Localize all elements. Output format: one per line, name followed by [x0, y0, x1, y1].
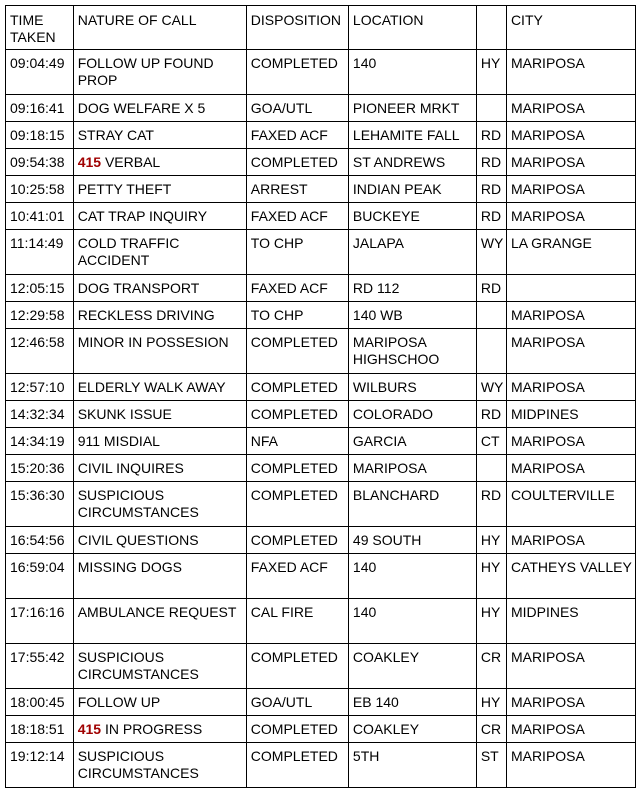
nature-text: IN PROGRESS [101, 721, 203, 737]
nature-text: PETTY THEFT [77, 181, 172, 197]
location-cell: ST ANDREWS [348, 149, 476, 176]
city-cell: CATHEYS VALLEY [506, 554, 635, 599]
city-cell: MARIPOSA [506, 122, 635, 149]
city-cell: MARIPOSA [506, 302, 635, 329]
table-row [6, 203, 636, 230]
nature-text: 911 MISDIAL [77, 433, 160, 449]
disposition-cell: TO CHP [246, 230, 348, 275]
time-cell: 14:34:19 [6, 428, 74, 455]
city-cell: MARIPOSA [506, 455, 635, 482]
suffix-cell [476, 302, 506, 329]
nature-cell [73, 50, 246, 95]
suffix-cell: HY [476, 527, 506, 554]
time-cell: 10:25:58 [6, 176, 74, 203]
table-row [6, 527, 636, 554]
time-cell: 17:55:42 [6, 644, 74, 689]
table-row [6, 50, 636, 95]
time-cell: 10:41:01 [6, 203, 74, 230]
suffix-cell: HY [476, 599, 506, 644]
nature-text: CIVIL INQUIRES [77, 460, 184, 476]
nature-text: ELDERLY WALK AWAY [77, 379, 226, 395]
time-cell: 09:18:15 [6, 122, 74, 149]
city-cell: MARIPOSA [506, 95, 635, 122]
location-cell: 140 [348, 599, 476, 644]
nature-cell [73, 401, 246, 428]
nature-cell [73, 716, 246, 743]
nature-text: FOLLOW UP FOUND PROP [77, 55, 218, 88]
table-row [6, 482, 636, 527]
location-cell: 5TH [348, 743, 476, 788]
time-cell: 18:00:45 [6, 689, 74, 716]
suffix-cell: CR [476, 716, 506, 743]
header-city: CITY [506, 6, 635, 50]
disposition-cell: GOA/UTL [246, 95, 348, 122]
suffix-cell: RD [476, 401, 506, 428]
nature-cell [73, 455, 246, 482]
suffix-cell: RD [476, 176, 506, 203]
nature-text: DOG TRANSPORT [77, 280, 200, 296]
suffix-cell: HY [476, 554, 506, 599]
nature-cell [73, 203, 246, 230]
location-cell: BUCKEYE [348, 203, 476, 230]
suffix-cell: WY [476, 230, 506, 275]
disposition-cell: COMPLETED [246, 527, 348, 554]
nature-cell [73, 122, 246, 149]
nature-cell [73, 275, 246, 302]
table-row [6, 176, 636, 203]
disposition-cell: COMPLETED [246, 743, 348, 788]
suffix-cell: HY [476, 50, 506, 95]
disposition-cell: FAXED ACF [246, 275, 348, 302]
location-cell: EB 140 [348, 689, 476, 716]
table-row [6, 401, 636, 428]
suffix-cell [476, 329, 506, 374]
nature-cell [73, 689, 246, 716]
suffix-cell [476, 455, 506, 482]
location-cell: RD 112 [348, 275, 476, 302]
nature-cell [73, 482, 246, 527]
header-nature-of-call: NATURE OF CALL [73, 6, 246, 50]
disposition-cell: COMPLETED [246, 455, 348, 482]
nature-text: SKUNK ISSUE [77, 406, 172, 422]
table-row [6, 230, 636, 275]
table-row [6, 275, 636, 302]
location-cell: LEHAMITE FALL [348, 122, 476, 149]
suffix-cell: RD [476, 275, 506, 302]
disposition-cell: NFA [246, 428, 348, 455]
location-cell: 140 [348, 554, 476, 599]
nature-text: COLD TRAFFIC ACCIDENT [77, 235, 183, 268]
disposition-cell: COMPLETED [246, 716, 348, 743]
time-cell: 17:16:16 [6, 599, 74, 644]
time-cell: 12:46:58 [6, 329, 74, 374]
disposition-cell: COMPLETED [246, 401, 348, 428]
nature-cell [73, 302, 246, 329]
nature-text: VERBAL [101, 154, 161, 170]
disposition-cell: ARREST [246, 176, 348, 203]
suffix-cell: HY [476, 689, 506, 716]
call-code: 415 [77, 154, 102, 170]
suffix-cell: RD [476, 203, 506, 230]
city-cell: MARIPOSA [506, 689, 635, 716]
nature-text: SUSPICIOUS CIRCUMSTANCES [77, 487, 199, 520]
nature-text: AMBULANCE REQUEST [77, 604, 237, 620]
nature-text: SUSPICIOUS CIRCUMSTANCES [77, 649, 199, 682]
header-row [6, 6, 636, 50]
header-suffix [476, 6, 506, 50]
table-row [6, 599, 636, 644]
location-cell: COLORADO [348, 401, 476, 428]
suffix-cell: ST [476, 743, 506, 788]
time-cell: 16:59:04 [6, 554, 74, 599]
nature-text: CAT TRAP INQUIRY [77, 208, 208, 224]
nature-cell [73, 95, 246, 122]
location-cell: 49 SOUTH [348, 527, 476, 554]
table-row [6, 95, 636, 122]
location-cell: JALAPA [348, 230, 476, 275]
nature-text: RECKLESS DRIVING [77, 307, 215, 323]
city-cell: MARIPOSA [506, 428, 635, 455]
table-row [6, 302, 636, 329]
city-cell [506, 275, 635, 302]
disposition-cell: COMPLETED [246, 50, 348, 95]
city-cell: MIDPINES [506, 401, 635, 428]
location-cell: MARIPOSA [348, 455, 476, 482]
table-row [6, 716, 636, 743]
nature-cell [73, 599, 246, 644]
table-row [6, 689, 636, 716]
nature-cell [73, 554, 246, 599]
location-cell: PIONEER MRKT [348, 95, 476, 122]
disposition-cell: COMPLETED [246, 149, 348, 176]
nature-text: CIVIL QUESTIONS [77, 532, 199, 548]
nature-cell [73, 230, 246, 275]
city-cell: MARIPOSA [506, 329, 635, 374]
nature-text: SUSPICIOUS CIRCUMSTANCES [77, 748, 199, 781]
table-row [6, 455, 636, 482]
nature-text: DOG WELFARE X 5 [77, 100, 206, 116]
disposition-cell: CAL FIRE [246, 599, 348, 644]
disposition-cell: FAXED ACF [246, 122, 348, 149]
time-cell: 15:36:30 [6, 482, 74, 527]
call-log-body [6, 50, 636, 788]
nature-cell [73, 374, 246, 401]
city-cell: MARIPOSA [506, 203, 635, 230]
time-cell: 18:18:51 [6, 716, 74, 743]
nature-text: STRAY CAT [77, 127, 154, 143]
time-cell: 12:57:10 [6, 374, 74, 401]
header-disposition: DISPOSITION [246, 6, 348, 50]
location-cell: GARCIA [348, 428, 476, 455]
city-cell: MIDPINES [506, 599, 635, 644]
header-time-taken: TIME TAKEN [6, 6, 74, 50]
city-cell: MARIPOSA [506, 149, 635, 176]
table-row [6, 122, 636, 149]
table-row [6, 554, 636, 599]
nature-cell [73, 428, 246, 455]
time-cell: 14:32:34 [6, 401, 74, 428]
time-cell: 09:54:38 [6, 149, 74, 176]
city-cell: COULTERVILLE [506, 482, 635, 527]
city-cell: MARIPOSA [506, 527, 635, 554]
suffix-cell: CT [476, 428, 506, 455]
table-row [6, 329, 636, 374]
city-cell: MARIPOSA [506, 743, 635, 788]
nature-text: MINOR IN POSSESION [77, 334, 229, 350]
nature-cell [73, 149, 246, 176]
suffix-cell: CR [476, 644, 506, 689]
time-cell: 09:16:41 [6, 95, 74, 122]
city-cell: MARIPOSA [506, 374, 635, 401]
time-cell: 09:04:49 [6, 50, 74, 95]
disposition-cell: COMPLETED [246, 374, 348, 401]
suffix-cell: RD [476, 482, 506, 527]
city-cell: MARIPOSA [506, 176, 635, 203]
nature-cell [73, 176, 246, 203]
city-cell: MARIPOSA [506, 644, 635, 689]
location-cell: BLANCHARD [348, 482, 476, 527]
nature-text: FOLLOW UP [77, 694, 161, 710]
city-cell: MARIPOSA [506, 50, 635, 95]
nature-text: MISSING DOGS [77, 559, 182, 575]
nature-cell [73, 329, 246, 374]
disposition-cell: FAXED ACF [246, 203, 348, 230]
table-row [6, 644, 636, 689]
suffix-cell: RD [476, 149, 506, 176]
table-row [6, 149, 636, 176]
call-log-table [5, 5, 636, 788]
location-cell: 140 [348, 50, 476, 95]
location-cell: COAKLEY [348, 644, 476, 689]
disposition-cell: COMPLETED [246, 644, 348, 689]
suffix-cell: RD [476, 122, 506, 149]
location-cell: 140 WB [348, 302, 476, 329]
nature-cell [73, 527, 246, 554]
city-cell: MARIPOSA [506, 716, 635, 743]
nature-cell [73, 644, 246, 689]
suffix-cell: WY [476, 374, 506, 401]
time-cell: 12:29:58 [6, 302, 74, 329]
disposition-cell: COMPLETED [246, 482, 348, 527]
table-row [6, 743, 636, 788]
time-cell: 12:05:15 [6, 275, 74, 302]
header-location: LOCATION [348, 6, 476, 50]
time-cell: 11:14:49 [6, 230, 74, 275]
table-row [6, 374, 636, 401]
city-cell: LA GRANGE [506, 230, 635, 275]
disposition-cell: COMPLETED [246, 329, 348, 374]
nature-cell [73, 743, 246, 788]
location-cell: COAKLEY [348, 716, 476, 743]
disposition-cell: GOA/UTL [246, 689, 348, 716]
location-cell: INDIAN PEAK [348, 176, 476, 203]
location-cell: WILBURS [348, 374, 476, 401]
call-code: 415 [77, 721, 102, 737]
time-cell: 15:20:36 [6, 455, 74, 482]
table-row [6, 428, 636, 455]
time-cell: 16:54:56 [6, 527, 74, 554]
disposition-cell: FAXED ACF [246, 554, 348, 599]
suffix-cell [476, 95, 506, 122]
disposition-cell: TO CHP [246, 302, 348, 329]
time-cell: 19:12:14 [6, 743, 74, 788]
location-cell: MARIPOSA HIGHSCHOO [348, 329, 476, 374]
